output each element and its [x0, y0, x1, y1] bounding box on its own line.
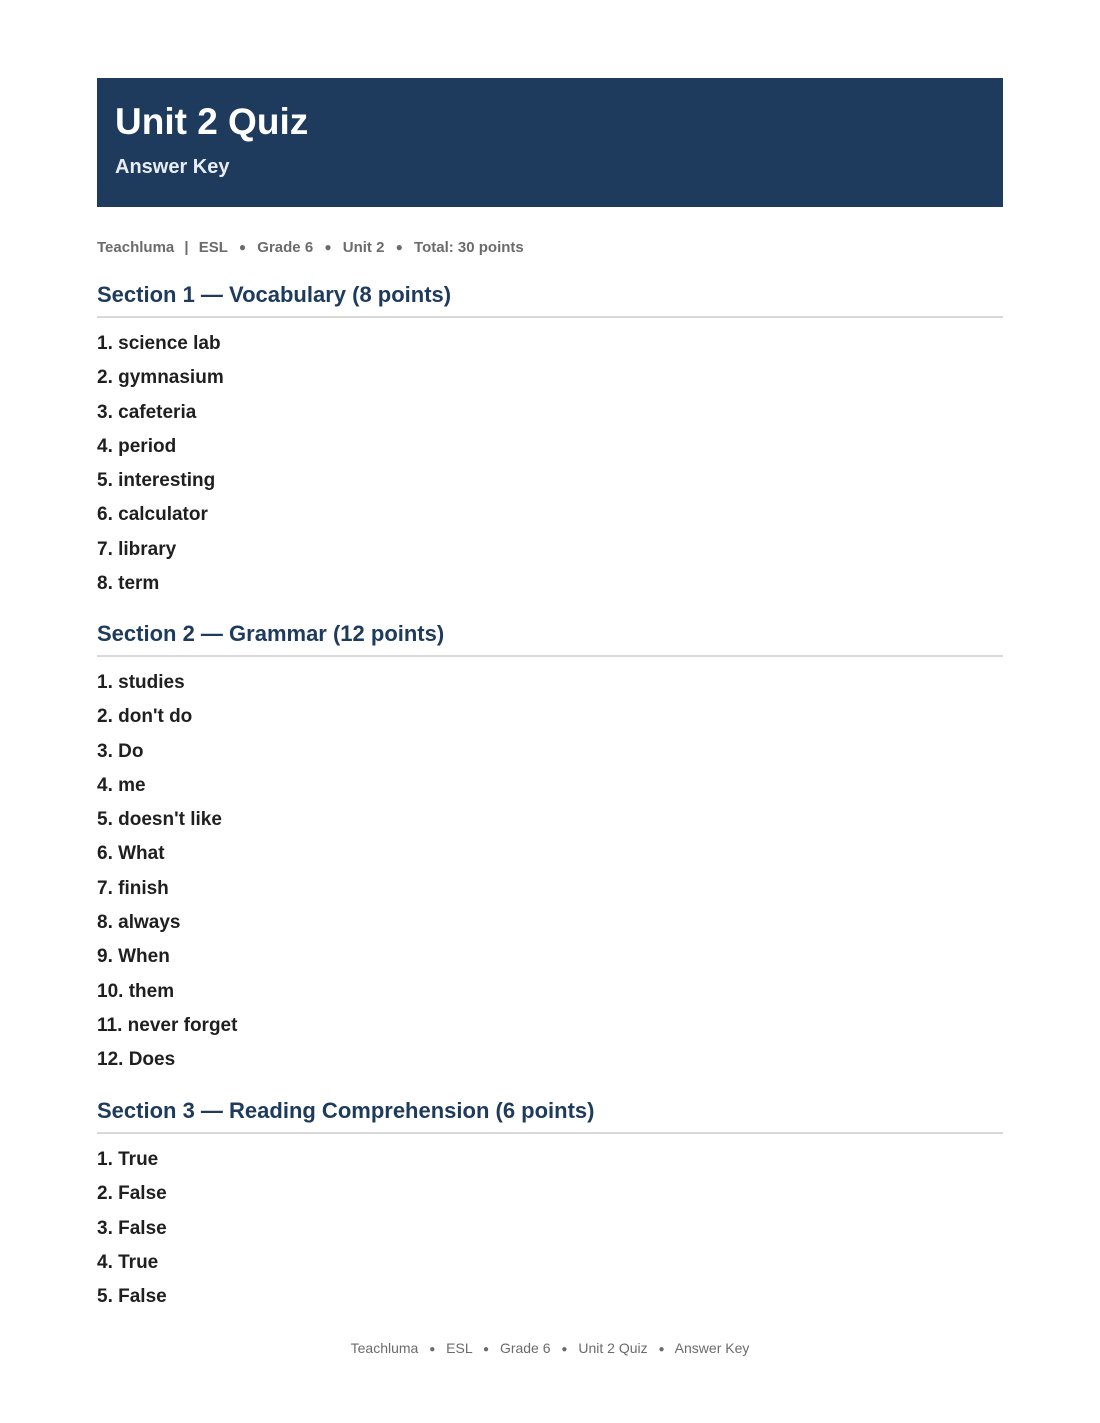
bullet-icon: ● — [324, 240, 332, 254]
section-reading — [97, 1096, 1003, 1319]
answer-item: 9. When — [97, 946, 170, 968]
answer-item: 7. finish — [97, 877, 169, 899]
answer-item: 6. calculator — [97, 504, 208, 526]
answer-item: 8. term — [97, 573, 160, 595]
footer-doc: Unit 2 Quiz — [578, 1340, 648, 1356]
answer-item: 3. cafeteria — [97, 401, 197, 423]
bullet-icon: ● — [561, 1344, 568, 1355]
meta-unit: Unit 2 — [342, 239, 385, 256]
answer-item: 4. period — [97, 435, 177, 457]
section-vocabulary — [97, 280, 1003, 606]
meta-total: Total: 30 points — [414, 239, 524, 256]
answer-item: 5. doesn't like — [97, 809, 222, 831]
page-title: Unit 2 Quiz — [115, 101, 309, 142]
answer-item: 3. False — [97, 1217, 167, 1239]
meta-subject: ESL — [198, 239, 228, 256]
answer-item: 10. them — [97, 980, 175, 1002]
answer-item: 4. True — [97, 1251, 159, 1273]
header-banner — [97, 78, 1003, 207]
meta-separator: | — [184, 239, 189, 256]
section-grammar — [97, 619, 1003, 1083]
answer-item: 5. False — [97, 1286, 167, 1308]
bullet-icon: ● — [429, 1344, 436, 1355]
answer-list — [97, 332, 1003, 606]
answer-item: 5. interesting — [97, 470, 216, 492]
bullet-icon: ● — [483, 1344, 490, 1355]
answer-item: 1. science lab — [97, 333, 221, 354]
bullet-icon: ● — [238, 240, 247, 254]
answer-list — [97, 671, 1003, 1083]
section-title: Section 2 — Grammar (12 points) — [97, 619, 1003, 657]
answer-item: 1. True — [97, 1149, 159, 1170]
answer-item: 7. library — [97, 538, 177, 560]
footer-subject: ESL — [446, 1340, 473, 1356]
answer-item: 2. don't do — [97, 706, 193, 728]
footer-brand: Teachluma — [350, 1340, 419, 1356]
footer-grade: Grade 6 — [499, 1340, 551, 1356]
meta-line — [97, 238, 524, 258]
answer-item: 12. Does — [97, 1049, 176, 1071]
answer-item: 6. What — [97, 843, 165, 865]
meta-brand: Teachluma — [97, 239, 175, 256]
answer-item: 3. Do — [97, 740, 144, 762]
page-subtitle: Answer Key — [115, 156, 230, 178]
answer-item: 2. gymnasium — [97, 367, 224, 389]
section-title: Section 1 — Vocabulary (8 points) — [97, 280, 1003, 318]
bullet-icon: ● — [395, 240, 403, 254]
answer-item: 8. always — [97, 912, 181, 934]
bullet-icon: ● — [658, 1344, 665, 1355]
answer-item: 11. never forget — [97, 1014, 238, 1036]
answer-item: 1. studies — [97, 672, 185, 693]
meta-grade: Grade 6 — [257, 239, 314, 256]
page-footer — [0, 1339, 1100, 1360]
answer-list — [97, 1148, 1003, 1319]
answer-item: 2. False — [97, 1183, 167, 1205]
footer-kind: Answer Key — [674, 1340, 750, 1356]
answer-item: 4. me — [97, 774, 146, 796]
section-title: Section 3 — Reading Comprehension (6 points) — [97, 1096, 1003, 1134]
